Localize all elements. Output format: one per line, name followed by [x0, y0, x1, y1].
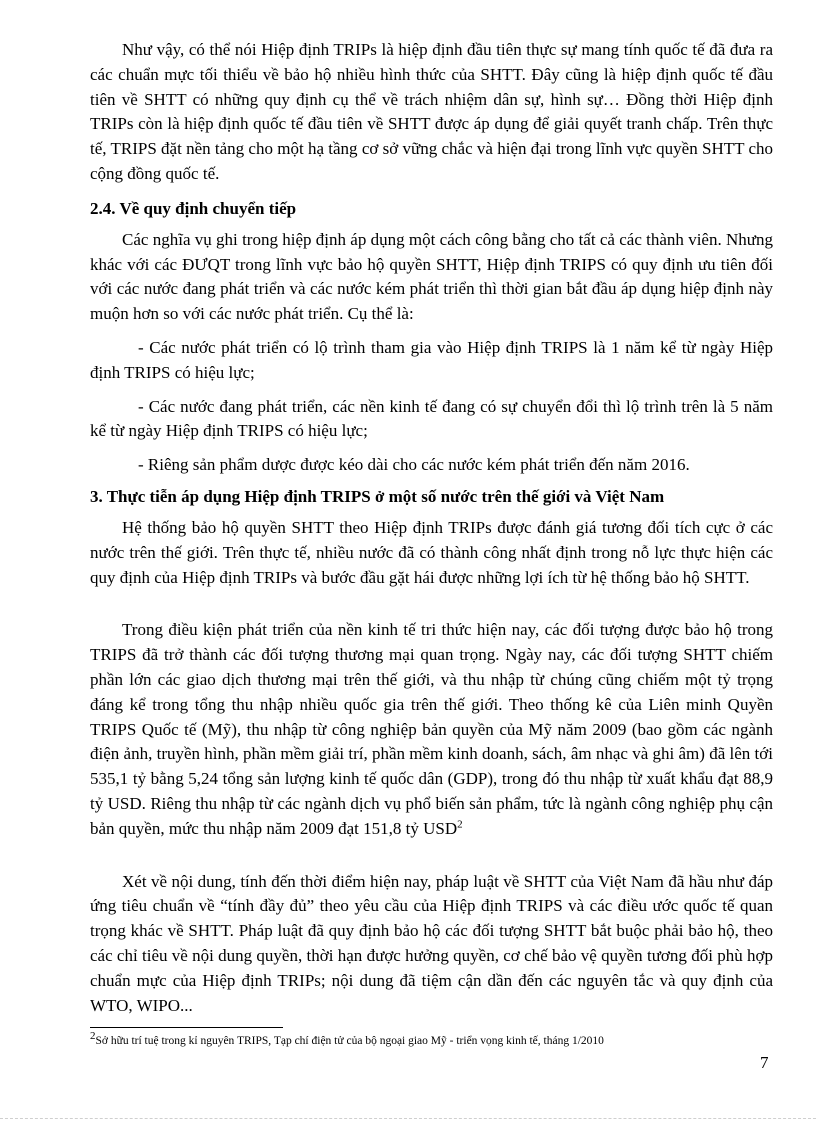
paragraph-knowledge-economy-text: Trong điều kiện phát triển của nền kinh tế tri thức hiện nay, các đối tượng được bảo hộ trong TRIPS đã trở thành các đối tượng thương mại quan trọng. Ngày nay, các đối tượng SHTT chiếm phần lớn các giao dịch thương mại trên thế giới, và thu nhập từ chúng cũng chiếm một tỷ trọng đáng kể trong tổng thu nhập nhiều quốc gia trên thế giới. Theo thống kê của Liên minh Quyền TRIPS Quốc tế (Mỹ), thu nhập từ công nghiệp bản quyền của Mỹ năm 2009 (bao gồm các ngành điện ảnh, truyền hình, phần mềm giải trí, phần mềm kinh doanh, sách, âm nhạc và ghi âm) đã lên tới 535,1 tỷ bằng 5,24 tổng sản lượng kinh tế quốc dân (GDP), trong đó thu nhập từ xuất khẩu đạt 88,9 tỷ USD. Riêng thu nhập từ các ngành dịch vụ phổ biến sản phẩm, tức là ngành công nghiệp phụ cận bản quyền, mức thu nhập năm 2009 đạt 151,8 tỷ USD: [90, 620, 773, 838]
footnote: [90, 1030, 773, 1049]
list-item-developing: - Các nước đang phát triển, các nền kinh tế đang có sự chuyển đổi thì lộ trình trên là 5 năm kể từ ngày Hiệp định TRIPS có hiệu lực;: [90, 396, 773, 441]
paragraph-protection-system: Hệ thống bảo hộ quyền SHTT theo Hiệp định TRIPs được đánh giá tương đối tích cực ở các nước trên thế giới. Trên thực tế, nhiều nước đã có thành công nhất định trong nỗ lực thực hiện các quy định của Hiệp định TRIPs và bước đầu gặt hái được những lợi ích từ hệ thống bảo hộ SHTT.: [90, 517, 773, 587]
paragraph-knowledge-economy: [90, 618, 773, 841]
section-heading-transitional: 2.4. Về quy định chuyển tiếp: [90, 198, 297, 218]
footnote-marker: 2: [90, 1030, 96, 1043]
page-number: 7: [760, 1053, 769, 1072]
paragraph-trips-intro: Như vậy, có thể nói Hiệp định TRIPs là hiệp định đầu tiên thực sự mang tính quốc tế đã đưa ra các chuẩn mực tối thiểu về bảo hộ nhiều hình thức của SHTT. Đây cũng là hiệp định quốc tế đầu tiên về SHTT có những quy định cụ thể về trách nhiệm dân sự, hình sự… Đồng thời Hiệp định TRIPs còn là hiệp định quốc tế đầu tiên về SHTT được áp dụng để giải quyết tranh chấp. Trên thực tế, TRIPS đặt nền tảng cho một hạ tầng cơ sở vững chắc và hiện đại trong lĩnh vực quyền SHTT cho cộng đồng quốc tế.: [90, 40, 773, 183]
list-item-developed: - Các nước phát triển có lộ trình tham gia vào Hiệp định TRIPS là 1 năm kể từ ngày Hiệp định TRIPS có hiệu lực;: [90, 337, 773, 382]
section-heading-practice: 3. Thực tiễn áp dụng Hiệp định TRIPS ở một số nước trên thế giới và Việt Nam: [90, 486, 665, 506]
footnote-text: Sở hữu trí tuệ trong kỉ nguyên TRIPS, Tạp chí điện tử của bộ ngoại giao Mỹ - triển vọng kinh tế, tháng 1/2010: [95, 1035, 604, 1047]
paragraph-vietnam-law: Xét về nội dung, tính đến thời điểm hiện nay, pháp luật về SHTT của Việt Nam đã hầu như đáp ứng tiêu chuẩn về “tính đầy đủ” theo yêu cầu của Hiệp định TRIPS và các điều ước quốc tế quan trọng khác về SHTT. Pháp luật đã quy định bảo hộ các đối tượng SHTT bắt buộc phải bảo hộ, theo các chỉ tiêu về nội dung quyền, thời hạn được hưởng quyền, cơ chế bảo vệ quyền tương đối phù hợp chuẩn mực của Hiệp định TRIPs; nội dung đã tiệm cận dần đến các nguyên tắc và quy định của WTO, WIPO...: [90, 871, 773, 1015]
paragraph-obligations: Các nghĩa vụ ghi trong hiệp định áp dụng một cách công bằng cho tất cả các thành viên. Nhưng khác với các ĐƯQT trong lĩnh vực bảo hộ quyền SHTT, Hiệp định TRIPS có quy định ưu tiên đối với các nước đang phát triển và các nước kém phát triển thì thời gian bắt đầu áp dụng hiệp định này muộn hơn so với các nước phát triển. Cụ thể là:: [90, 229, 773, 324]
page-body: [90, 38, 773, 1018]
footnote-reference[interactable]: 2: [457, 818, 463, 831]
page-bottom-border: [0, 1118, 816, 1119]
list-item-pharma: - Riêng sản phẩm dược được kéo dài cho các nước kém phát triển đến năm 2016.: [138, 455, 690, 475]
footnote-divider: [90, 1027, 283, 1028]
